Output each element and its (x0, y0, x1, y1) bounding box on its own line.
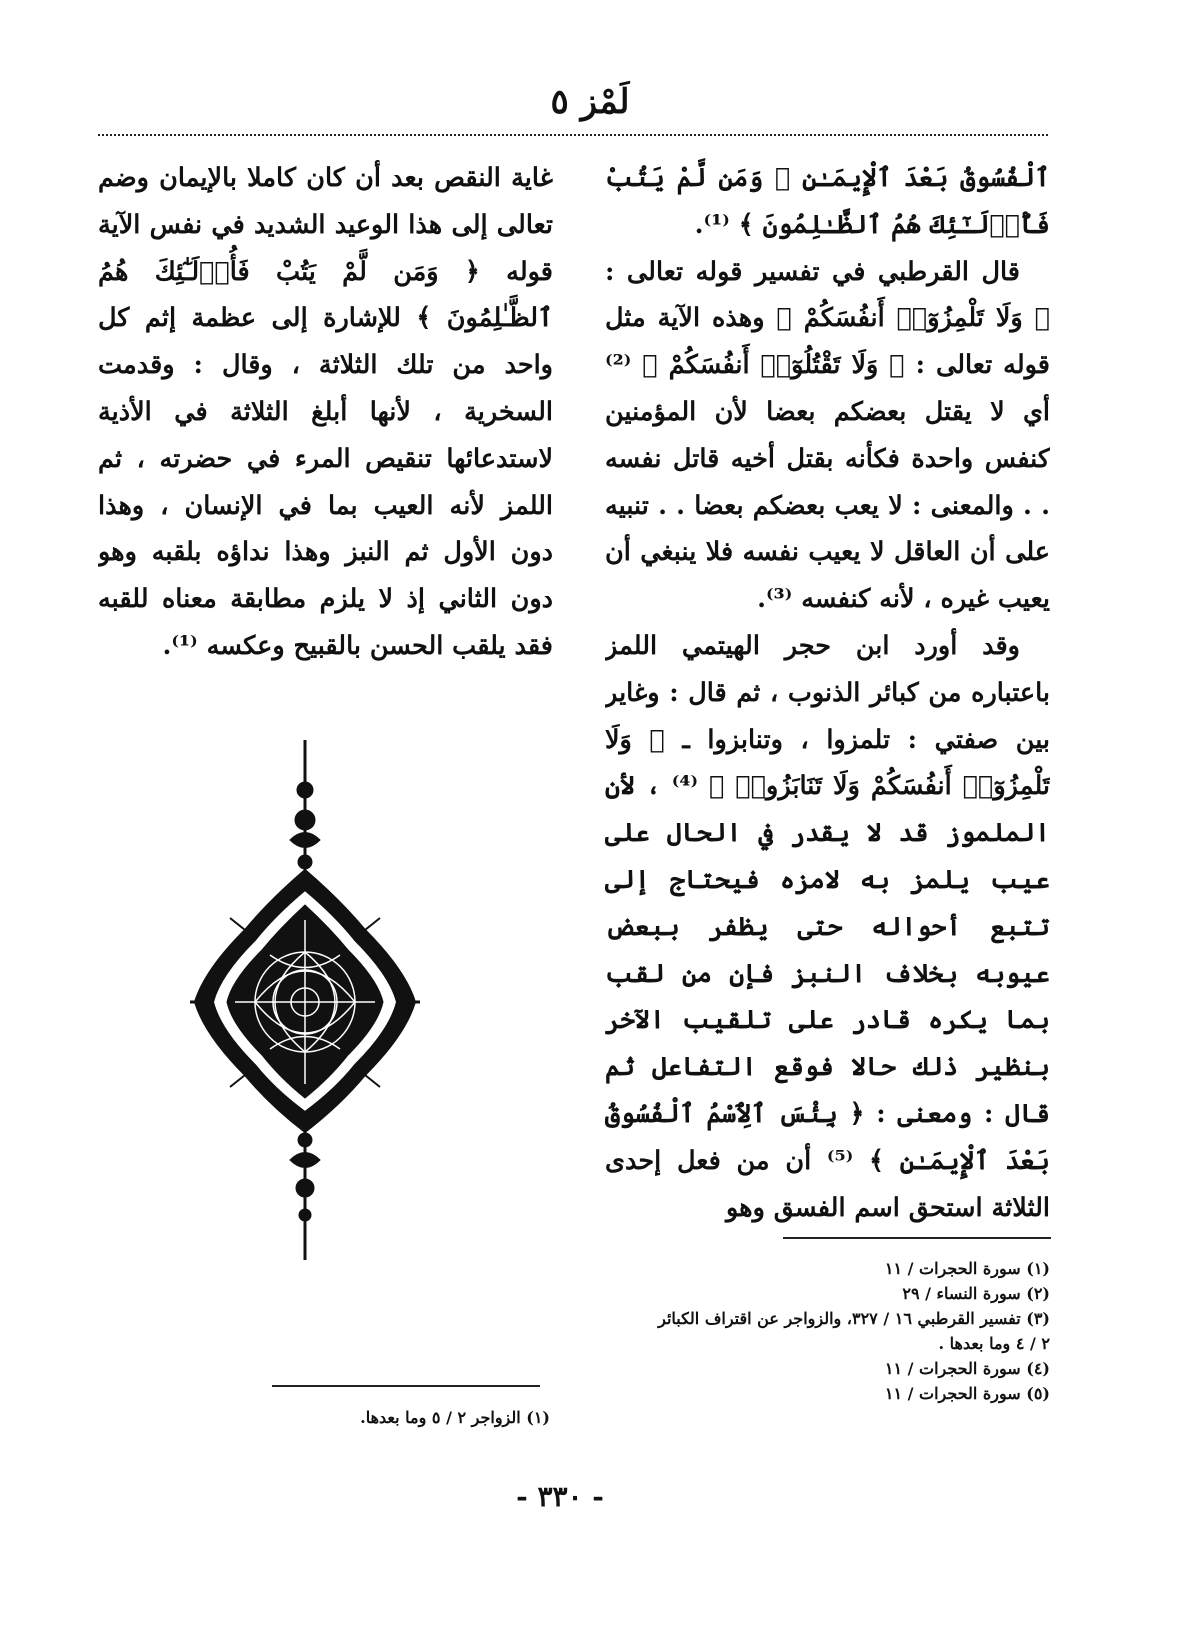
footnote-item: (٤) سورة الحجرات / ١١ (884, 1359, 1050, 1378)
footnote-item: (١) سورة الحجرات / ١١ (884, 1259, 1050, 1278)
right-text-column (605, 155, 1050, 1230)
footnote-item: (٣) تفسير القرطبي ١٦ / ٣٢٧، والزواجر عن اقتراف الكبائر (658, 1309, 1050, 1328)
footnote-item: (١) الزواجر ٢ / ٥ وما بعدها. (360, 1408, 550, 1427)
footnote-rule-left (272, 1385, 540, 1387)
left-paragraph-1: غاية النقص بعد أن كان كاملا بالإيمان وضم تعالى إلى هذا الوعيد الشديد في نفس الآية قوله ﴿ وَمَن لَّمْ يَتُبْ فَأُو۟لَـٰٓئِكَ هُمُ ٱلظَّـٰلِمُونَ ﴾ للإشارة إلى عظمة إثم كل واحد من تلك الثلاثة ، وقال : وقدمت السخرية ، لأنها أبلغ الثلاثة في الأذية لاستدعائها تنقيص المرء في حضرته ، ثم اللمز لأنه العيب بما في الإنسان ، وهذا دون الأول ثم النبز وهذا نداؤه بلقبه وهو دون الثاني إذ لا يلزم مطابقة معناه للقبه فقد يلقب الحسن بالقبيح وعكسه ⁽¹⁾. (98, 163, 553, 661)
footnote-rule-right (783, 1237, 1051, 1239)
right-paragraph-3: وقد أورد ابن حجر الهيتمي اللمز باعتباره من كبائر الذنوب ، ثم قال : وغاير بين صفتي : تلمزوا ، وتنابزوا ـ ﴿ وَلَا تَلْمِزُوٓا۟ أَنفُسَكُمْ وَلَا تَنَابَزُوا۟ ﴾ ⁽⁴⁾ ، لأن الملموز قد لا يقدر في الحال على عيب يلمز به لامزه فيحتاج إلى تتبع أحواله حتى يظفر ببعض عيوبه بخلاف النبز فإن من لقب بما يكره قادر على تلقيب الآخر بنظير ذلك حالا فوقع التفاعل ثم قال : ومعنى : ﴿ بِئْسَ ٱلِٱسْمُ ٱلْفُسُوقُ بَعْدَ ٱلْإِيمَـٰنِ ﴾ ⁽⁵⁾ أن من فعل إحدى الثلاثة استحق اسم الفسق وهو (605, 630, 1050, 1223)
footnotes-left (290, 1405, 550, 1430)
header-dotted-rule (98, 134, 1048, 136)
running-title: لَمْز ٥ (550, 82, 630, 122)
footnote-item-continuation: ٢ / ٤ وما بعدها . (938, 1334, 1050, 1353)
footnote-item: (٥) سورة الحجرات / ١١ (884, 1384, 1050, 1403)
left-text-column (98, 155, 553, 715)
arabesque-ornament-icon (190, 740, 420, 1260)
right-paragraph-1: ٱلْفُسُوقُ بَعْدَ ٱلْإِيمَـٰنِ ۚ وَمَن لَّمْ يَتُبْ فَأُو۟لَـٰٓئِكَ هُمُ ٱلظَّـٰلِمُونَ ﴾ ⁽¹⁾. (605, 163, 1050, 240)
right-paragraph-2: قال القرطبي في تفسير قوله تعالى : ﴿ وَلَا تَلْمِزُوٓا۟ أَنفُسَكُمْ ﴾ وهذه الآية مثل قوله تعالى : ﴿ وَلَا تَقْتُلُوٓا۟ أَنفُسَكُمْ ﴾ ⁽²⁾ أي لا يقتل بعضكم بعضا لأن المؤمنين كنفس واحدة فكأنه بقتل أخيه قاتل نفسه . . والمعنى : لا يعب بعضكم بعضا . . تنبيه على أن العاقل لا يعيب نفسه فلا ينبغي أن يعيب غيره ، لأنه كنفسه ⁽³⁾. (605, 256, 1050, 615)
footnotes-right (605, 1256, 1050, 1406)
footnote-item: (٢) سورة النساء / ٢٩ (902, 1284, 1050, 1303)
page-number: - ٣٣٠ - (516, 1480, 604, 1513)
